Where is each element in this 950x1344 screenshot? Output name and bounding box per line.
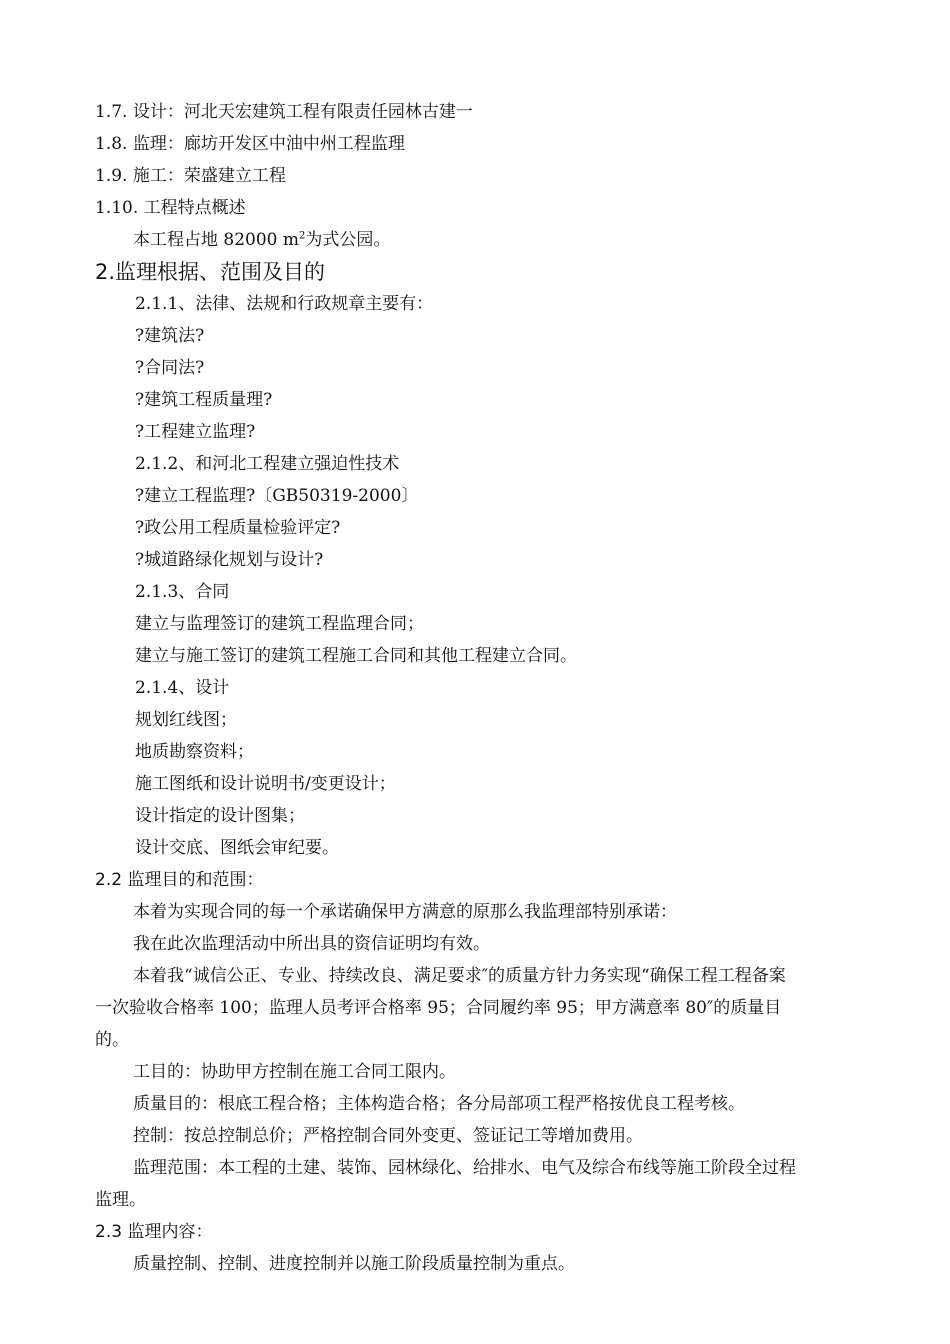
item-1-7-design: 1.7. 设计：河北天宏建筑工程有限责任园林古建一 (95, 102, 473, 122)
paragraph-line: 的。 (95, 1030, 129, 1050)
law-item: ?合同法? (135, 358, 205, 378)
standard-item: ?政公用工程质量检验评定? (135, 518, 341, 538)
overview-text-post: 为式公园。 (305, 230, 391, 250)
overview-text-sup: 2 (299, 230, 306, 242)
overview-text-pre: 本工程占地 82000 m (133, 230, 300, 250)
subsection-2-1-4: 2.1.4、设计 (135, 678, 230, 698)
paragraph: 我在此次监理活动中所出具的资信证明均有效。 (133, 934, 490, 954)
overview-text (133, 232, 390, 249)
paragraph: 本着为实现合同的每一个承诺确保甲方满意的原那么我监理部特别承诺： (133, 902, 677, 922)
design-item: 施工图纸和设计说明书/变更设计； (135, 774, 396, 794)
paragraph: 工目的：协助甲方控制在施工合同工限内。 (133, 1062, 456, 1082)
subsection-2-1-2: 2.1.2、和河北工程建立强迫性技术 (135, 454, 400, 474)
subsection-2-2-heading: 2.2 监理目的和范围： (95, 870, 264, 890)
paragraph: 控制：按总控制总价；严格控制合同外变更、签证记工等增加费用。 (133, 1126, 643, 1146)
item-1-8-supervision: 1.8. 监理：廊坊开发区中油中州工程监理 (95, 134, 405, 154)
paragraph-line: 一次验收合格率 100；监理人员考评合格率 95；合同履约率 95；甲方满意率 80″的质量目 (95, 998, 782, 1018)
subsection-2-1-1: 2.1.1、法律、法规和行政规章主要有： (135, 294, 434, 314)
contract-item: 建立与监理签订的建筑工程监理合同； (135, 614, 424, 634)
design-item: 地质勘察资料； (135, 742, 254, 762)
law-item: ?工程建立监理? (135, 422, 256, 442)
section-2-heading: 2.监理根据、范围及目的 (95, 260, 326, 284)
item-1-9-construction: 1.9. 施工：荣盛建立工程 (95, 166, 286, 186)
design-item: 设计指定的设计图集； (135, 806, 305, 826)
standard-item: ?城道路绿化规划与设计? (135, 550, 324, 570)
paragraph: 质量目的：根底工程合格；主体构造合格；各分局部项工程严格按优良工程考核。 (133, 1094, 745, 1114)
paragraph-line: 监理范围：本工程的土建、装饰、园林绿化、给排水、电气及综合布线等施工阶段全过程 (133, 1158, 796, 1178)
subsection-2-1-3: 2.1.3、合同 (135, 582, 230, 602)
standard-item: ?建立工程监理?〔GB50319-2000〕 (135, 486, 419, 506)
paragraph: 质量控制、控制、进度控制并以施工阶段质量控制为重点。 (133, 1254, 575, 1274)
paragraph-line: 监理。 (95, 1190, 146, 1210)
contract-item: 建立与施工签订的建筑工程施工合同和其他工程建立合同。 (135, 646, 577, 666)
design-item: 规划红线图； (135, 710, 237, 730)
law-item: ?建筑法? (135, 326, 205, 346)
design-item: 设计交底、图纸会审纪要。 (135, 838, 339, 858)
subsection-2-3-heading: 2.3 监理内容： (95, 1222, 213, 1242)
law-item: ?建筑工程质量理? (135, 390, 273, 410)
item-1-10-overview-heading: 1.10. 工程特点概述 (95, 198, 246, 218)
paragraph-line: 本着我“诚信公正、专业、持续改良、满足要求″的质量方针力务实现“确保工程工程备案 (133, 966, 786, 986)
